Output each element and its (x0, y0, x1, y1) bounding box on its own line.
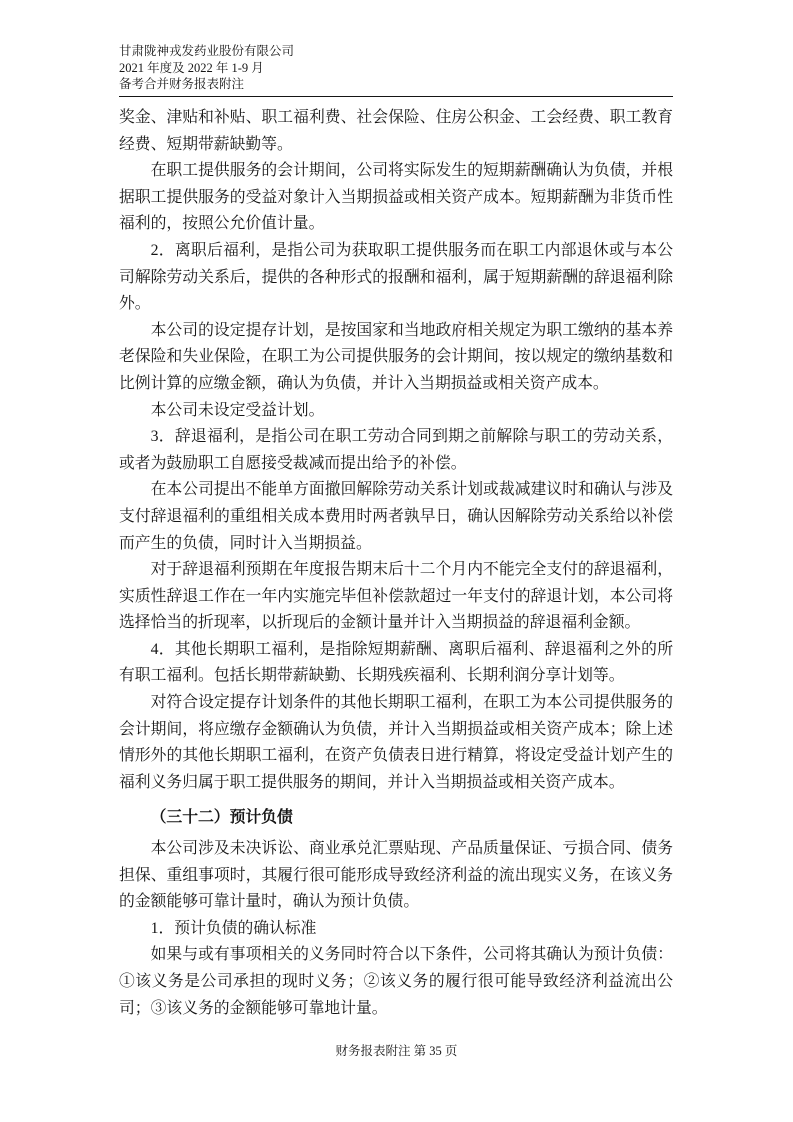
paragraph: 如果与或有事项相关的义务同时符合以下条件，公司将其确认为预计负债：①该义务是公司承担的现时义务；②该义务的履行很可能导致经济利益流出公司；③该义务的金额能够可靠地计量。 (119, 946, 673, 1017)
paragraph-item-3-termination-benefits: 3．辞退福利，是指公司在职工劳动合同到期之前解除与职工的劳动关系，或者为鼓励职工自愿接受裁减而提出给予的补偿。 (119, 428, 673, 472)
footer-page-label: 财务报表附注 第 35 页 (335, 1044, 458, 1058)
paragraph-item-4-other-longterm-benefits: 4．其他长期职工福利，是指除短期薪酬、离职后福利、辞退福利之外的所有职工福利。包括长期带薪缺勤、长期残疾福利、长期利润分享计划等。 (119, 640, 673, 685)
paragraph-continuation: 奖金、津贴和补贴、职工福利费、社会保险、住房公积金、工会经费、职工教育经费、短期带薪缺勤等。 (119, 109, 673, 153)
paragraph: 本公司未设定受益计划。 (150, 401, 325, 419)
paragraph: 本公司的设定提存计划，是按国家和当地政府相关规定为职工缴纳的基本养老保险和失业保险，在职工为公司提供服务的会计期间，按以规定的缴纳基数和比例计算的应缴金额，确认为负债，并计入当期损益或相关资产成本。 (119, 321, 673, 392)
document-body (119, 105, 673, 1022)
paragraph: 本公司涉及未决诉讼、商业承兑汇票贴现、产品质量保证、亏损合同、债务担保、重组事项时，其履行很可能形成导致经济利益的流出现实义务，在该义务的金额能够可靠计量时，确认为预计负债。 (119, 840, 673, 911)
report-period: 2021 年度及 2022 年 1-9 月 (119, 60, 264, 75)
section-heading-32-estimated-liabilities: （三十二）预计负债 (150, 809, 293, 827)
document-title: 备考合并财务报表附注 (119, 77, 245, 91)
paragraph: 对于辞退福利预期在年度报告期末后十二个月内不能完全支付的辞退福利，实质性辞退工作在一年内实施完毕但补偿款超过一年支付的辞退计划，本公司将选择恰当的折现率，以折现后的金额计量并计入当期损益的辞退福利金额。 (119, 561, 673, 632)
paragraph-subheading-recognition-criteria: 1．预计负债的确认标准 (150, 919, 317, 937)
paragraph-item-2-post-employment-benefits: 2．离职后福利，是指公司为获取职工提供服务而在职工内部退休或与本公司解除劳动关系后，提供的各种形式的报酬和福利，属于短期薪酬的辞退福利除外。 (119, 241, 673, 313)
paragraph: 对符合设定提存计划条件的其他长期职工福利，在职工为本公司提供服务的会计期间，将应缴存金额确认为负债，并计入当期损益或相关资产成本；除上述情形外的其他长期职工福利，在资产负债表日进行精算，将设定受益计划产生的福利义务归属于职工提供服务的期间，并计入当期损益或相关资产成本。 (119, 694, 673, 791)
page-header (119, 43, 673, 93)
paragraph: 在职工提供服务的会计期间，公司将实际发生的短期薪酬确认为负债，并根据职工提供服务的受益对象计入当期损益或相关资产成本。短期薪酬为非货币性福利的，按照公允价值计量。 (119, 162, 673, 233)
page-footer (0, 1041, 793, 1059)
header-divider (119, 96, 673, 97)
paragraph: 在本公司提出不能单方面撤回解除劳动关系计划或裁减建议时和确认与涉及支付辞退福利的重组相关成本费用时两者孰早日，确认因解除劳动关系给以补偿而产生的负债，同时计入当期损益。 (119, 481, 673, 552)
company-name: 甘肃陇神戎发药业股份有限公司 (119, 44, 295, 58)
